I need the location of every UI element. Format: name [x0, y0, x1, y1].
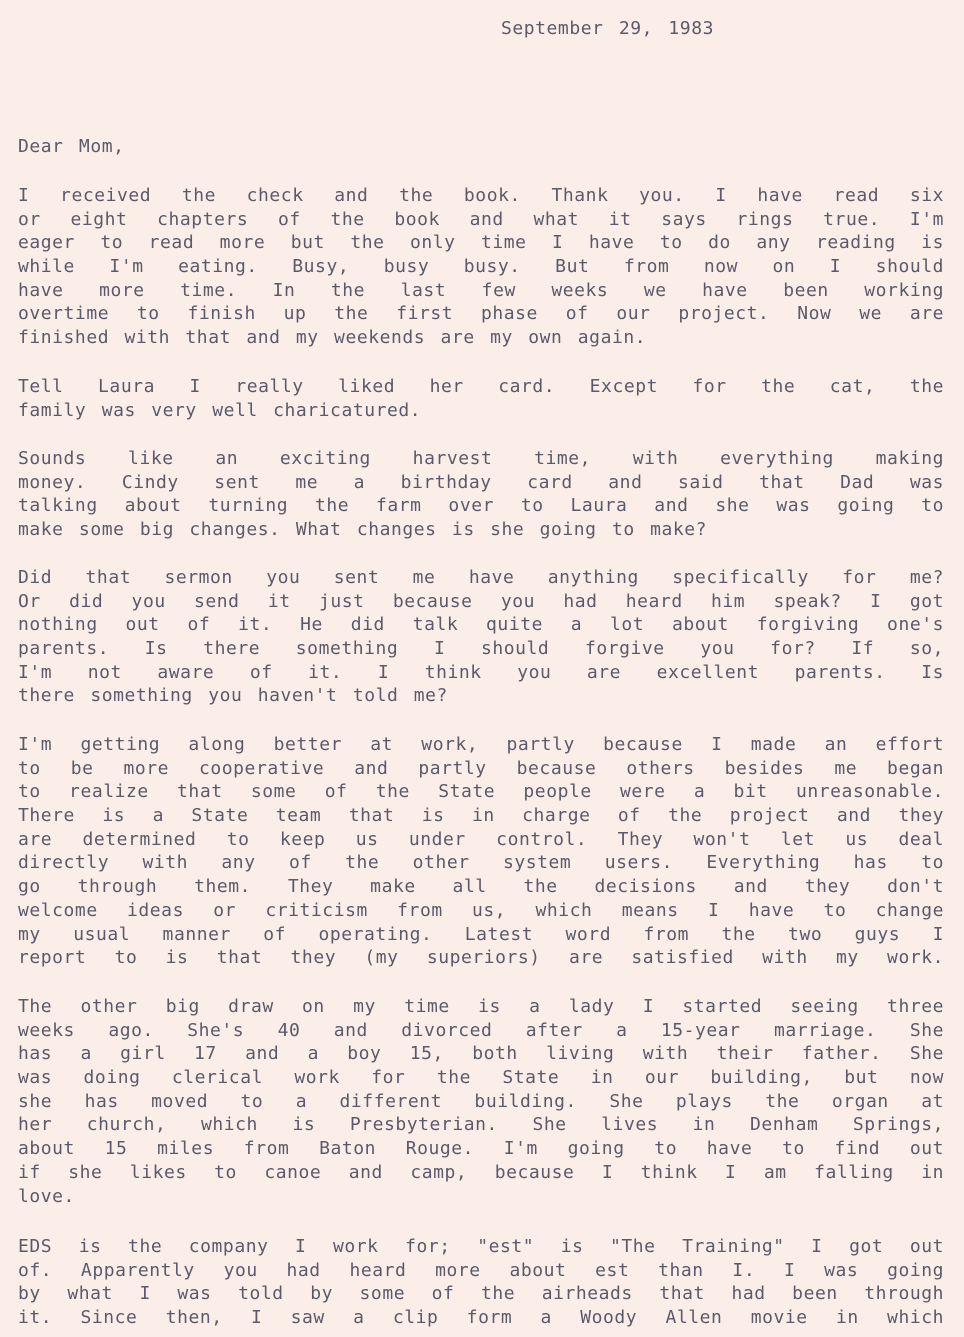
- text-line: family was very well charicatured.: [18, 399, 422, 421]
- text-line: overtime to finish up the first phase of our project. Now we are: [18, 303, 944, 325]
- text-line: weeks ago. She's 40 and divorced after a 15-year marriage. She: [18, 1019, 944, 1041]
- text-line: welcome ideas or criticism from us, which means I have to change: [18, 899, 944, 921]
- text-line: by what I was told by some of the airheads that had been through: [18, 1283, 944, 1305]
- paragraph-eds-est: [18, 1235, 944, 1330]
- text-line: of. Apparently you had heard more about est than I. I was going: [18, 1259, 944, 1281]
- text-line: I received the check and the book. Thank you. I have read six: [18, 185, 944, 206]
- text-line: parents. Is there something I should forgive you for? If so,: [18, 638, 944, 660]
- text-line: have more time. In the last few weeks we have been working: [18, 279, 944, 301]
- text-line: I'm getting along better at work, partly because I made an effort: [18, 734, 944, 755]
- text-line: while I'm eating. Busy, busy busy. But from now on I should: [18, 256, 944, 278]
- text-line: if she likes to canoe and camp, because I think I am falling in: [18, 1161, 944, 1183]
- text-line: money. Cindy sent me a birthday card and said that Dad was: [18, 471, 944, 493]
- text-line: The other big draw on my time is a lady I started seeing three: [18, 996, 944, 1017]
- text-line: nothing out of it. He did talk quite a lot about forgiving one's: [18, 614, 944, 636]
- letter-date: September 29, 1983: [501, 18, 714, 39]
- text-line: Sounds like an exciting harvest time, with everything making: [18, 448, 944, 469]
- text-line: Tell Laura I really liked her card. Except for the cat, the: [18, 376, 944, 397]
- text-line: or eight chapters of the book and what it says rings true. I'm: [18, 208, 944, 230]
- text-line: my usual manner of operating. Latest word from the two guys I: [18, 923, 944, 945]
- text-line: There is a State team that is in charge of the project and they: [18, 805, 944, 827]
- text-line: directly with any of the other system users. Everything has to: [18, 852, 944, 874]
- text-line: about 15 miles from Baton Rouge. I'm going to have to find out: [18, 1138, 944, 1160]
- text-line: she has moved to a different building. She plays the organ at: [18, 1090, 944, 1112]
- text-line: report to is that they (my superiors) are satisfied with my work.: [18, 947, 944, 969]
- paragraph-laura-card: [18, 375, 944, 422]
- text-line: Did that sermon you sent me have anything specifically for me?: [18, 567, 944, 588]
- text-line: there something you haven't told me?: [18, 685, 448, 707]
- text-line: Or did you send it just because you had heard him speak? I got: [18, 590, 944, 612]
- salutation: Dear Mom,: [18, 136, 125, 157]
- paragraph-work: [18, 733, 944, 970]
- text-line: eager to read more but the only time I have to do any reading is: [18, 232, 944, 254]
- text-line: talking about turning the farm over to Laura and she was going to: [18, 495, 944, 517]
- paragraph-harvest: [18, 447, 944, 542]
- text-line: has a girl 17 and a boy 15, both living with their father. She: [18, 1043, 944, 1065]
- text-line: love.: [18, 1185, 75, 1207]
- paragraph-sermon: [18, 566, 944, 708]
- text-line: make some big changes. What changes is she going to make?: [18, 519, 708, 541]
- text-line: to be more cooperative and partly because others besides me began: [18, 757, 944, 779]
- paragraph-lady: [18, 995, 944, 1208]
- text-line: was doing clerical work for the State in our building, but now: [18, 1067, 944, 1089]
- text-line: it. Since then, I saw a clip form a Woody Allen movie in which: [18, 1307, 944, 1329]
- text-line: go through them. They make all the decisions and they don't: [18, 876, 944, 898]
- text-line: are determined to keep us under control. They won't let us deal: [18, 828, 944, 850]
- text-line: I'm not aware of it. I think you are excellent parents. Is: [18, 661, 944, 683]
- text-line: to realize that some of the State people were a bit unreasonable.: [18, 781, 944, 803]
- text-line: EDS is the company I work for; "est" is "The Training" I got out: [18, 1236, 944, 1257]
- paragraph-check-and-book: [18, 184, 944, 350]
- text-line: finished with that and my weekends are my own again.: [18, 327, 647, 349]
- text-line: her church, which is Presbyterian. She lives in Denham Springs,: [18, 1114, 944, 1136]
